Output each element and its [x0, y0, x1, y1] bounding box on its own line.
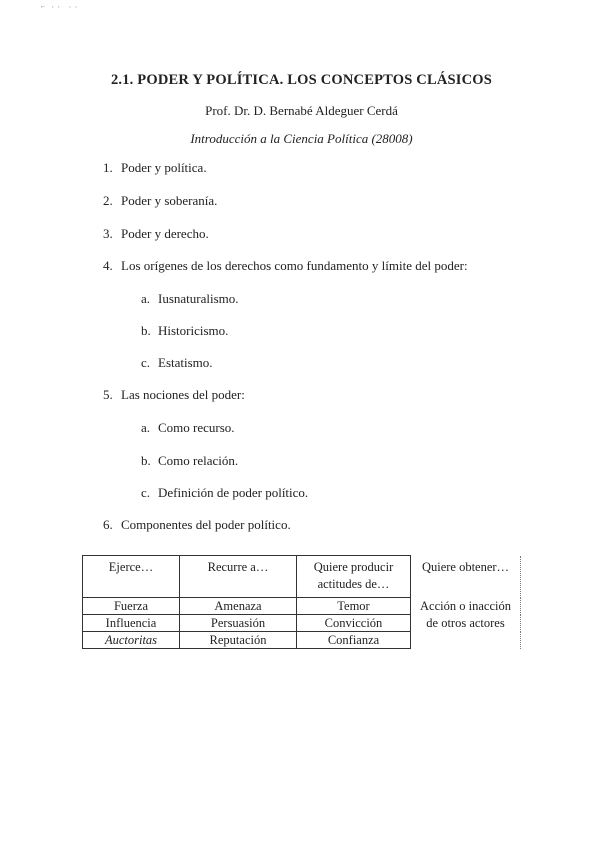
sub-item-text: Estatismo.	[158, 355, 213, 370]
sub-item	[141, 291, 239, 307]
sub-item	[141, 355, 213, 371]
outline-item-number: 6.	[103, 517, 113, 532]
sub-item-letter: c.	[141, 485, 151, 500]
table-cell: Fuerza	[83, 598, 180, 615]
outline-item	[103, 226, 209, 242]
outline-item-text: Los orígenes de los derechos como fundamento y límite del poder:	[121, 258, 468, 273]
sub-item	[141, 485, 308, 501]
sub-item-text: Iusnaturalismo.	[158, 291, 239, 306]
outline-item	[103, 258, 468, 274]
sub-item-text: Definición de poder político.	[158, 485, 309, 500]
outline-item	[103, 193, 217, 209]
header-cell: Quiere producir actitudes de…	[297, 556, 411, 598]
sub-item-letter: c.	[141, 355, 151, 370]
outline-item-text: Poder y derecho.	[121, 226, 209, 241]
table-header-row	[83, 556, 521, 598]
outline-item-text: Poder y soberanía.	[121, 193, 218, 208]
sub-item-letter: b.	[141, 323, 151, 338]
table-cell: Temor	[297, 598, 411, 615]
course-line: Introducción a la Ciencia Política (28008)	[190, 131, 413, 146]
outline-item	[103, 387, 245, 403]
table-cell: Amenaza	[180, 598, 297, 615]
sub-item	[141, 420, 235, 436]
outcome-cell: Acción o inacción de otros actores	[411, 598, 521, 649]
outline-item-number: 5.	[103, 387, 113, 402]
outline-item-number: 4.	[103, 258, 113, 273]
header-cell: Recurre a…	[180, 556, 297, 598]
header-cell: Ejerce…	[83, 556, 180, 598]
sub-item-letter: a.	[141, 420, 151, 435]
outline-item	[103, 517, 291, 533]
table-cell: Influencia	[83, 615, 180, 632]
sub-item-text: Como recurso.	[158, 420, 235, 435]
outline-item	[103, 160, 207, 176]
sub-item-letter: a.	[141, 291, 151, 306]
outline-item-number: 1.	[103, 160, 113, 175]
author-line: Prof. Dr. D. Bernabé Aldeguer Cerdá	[205, 103, 398, 118]
outline-item-number: 2.	[103, 193, 113, 208]
table-cell: Reputación	[180, 632, 297, 649]
sub-item	[141, 453, 238, 469]
table-cell: Convicción	[297, 615, 411, 632]
header-cell: Quiere obtener…	[411, 556, 521, 598]
sub-item-text: Como relación.	[158, 453, 239, 468]
power-components-table	[82, 555, 521, 649]
table-cell: Auctoritas	[83, 632, 180, 649]
outline-item-number: 3.	[103, 226, 113, 241]
table-row	[83, 598, 521, 615]
sub-item	[141, 323, 228, 339]
table-cell: Confianza	[297, 632, 411, 649]
sub-item-letter: b.	[141, 453, 151, 468]
scan-specks: ·̵ ·· ··	[40, 2, 81, 12]
outline-item-text: Componentes del poder político.	[121, 517, 291, 532]
outline-item-text: Las nociones del poder:	[121, 387, 245, 402]
sub-item-text: Historicismo.	[158, 323, 229, 338]
document-title: 2.1. PODER Y POLÍTICA. LOS CONCEPTOS CLÁSICOS	[110, 72, 493, 88]
outline-item-text: Poder y política.	[121, 160, 207, 175]
table-cell: Persuasión	[180, 615, 297, 632]
